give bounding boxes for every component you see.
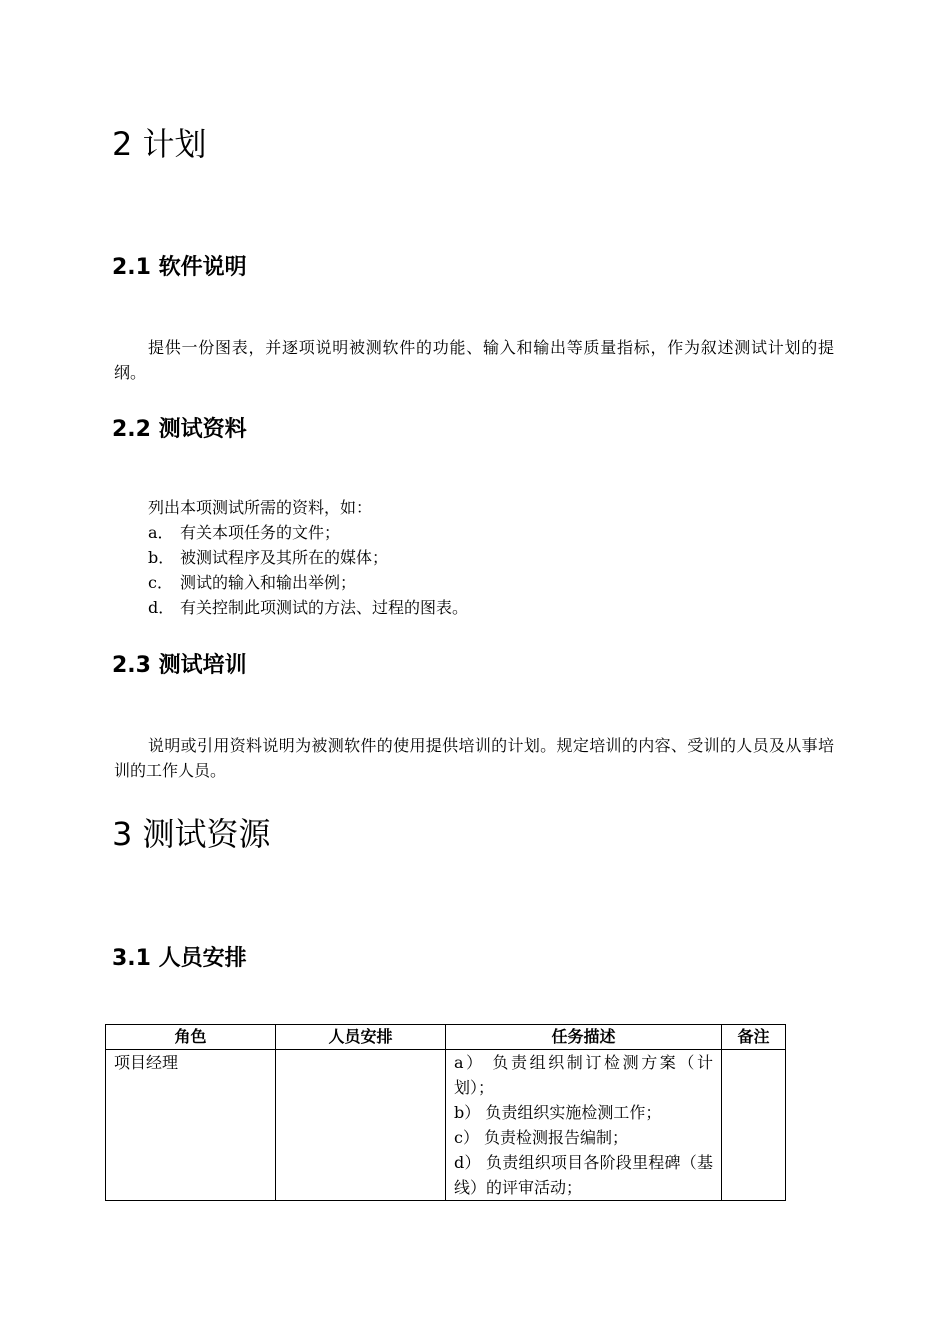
list-item xyxy=(148,520,468,545)
section-2-heading: 2 计划 xyxy=(112,125,207,163)
header-staff: 人员安排 xyxy=(276,1025,446,1050)
list-text: 被测试程序及其所在的媒体； xyxy=(180,548,389,567)
list-item xyxy=(148,595,468,620)
list-marker: c． xyxy=(148,573,173,592)
list-item xyxy=(148,545,468,570)
section-2-1-heading: 2.1 软件说明 xyxy=(112,255,247,280)
section-2-2-heading: 2.2 测试资料 xyxy=(112,417,247,442)
section-3-heading: 3 测试资源 xyxy=(112,815,271,853)
materials-list xyxy=(148,520,468,620)
list-text: 测试的输入和输出举例； xyxy=(180,573,357,592)
list-item xyxy=(148,570,468,595)
task-item: b） 负责组织实施检测工作； xyxy=(454,1103,662,1122)
list-marker: a． xyxy=(148,523,174,542)
cell-staff xyxy=(276,1050,446,1201)
task-item: d） 负责组织项目各阶段里程碑（基线）的评审活动； xyxy=(454,1153,713,1197)
header-role: 角色 xyxy=(106,1025,276,1050)
list-marker: b． xyxy=(148,548,175,567)
table-row xyxy=(106,1050,786,1201)
table-header-row xyxy=(106,1025,786,1050)
staff-table xyxy=(105,1024,786,1201)
section-3-1-heading: 3.1 人员安排 xyxy=(112,946,247,971)
task-item: c） 负责检测报告编制； xyxy=(454,1128,629,1147)
cell-role: 项目经理 xyxy=(106,1050,276,1201)
header-tasks: 任务描述 xyxy=(446,1025,722,1050)
cell-note xyxy=(722,1050,786,1201)
cell-tasks xyxy=(446,1050,722,1201)
list-marker: d． xyxy=(148,598,175,617)
task-item: a） 负责组织制订检测方案（计划）； xyxy=(454,1053,713,1097)
section-2-3-heading: 2.3 测试培训 xyxy=(112,653,247,678)
list-text: 有关本项任务的文件； xyxy=(180,523,341,542)
section-2-1-body: 提供一份图表，并逐项说明被测软件的功能、输入和输出等质量指标，作为叙述测试计划的提纲。 xyxy=(114,338,834,382)
list-text: 有关控制此项测试的方法、过程的图表。 xyxy=(180,598,469,617)
section-2-2-intro: 列出本项测试所需的资料，如： xyxy=(148,498,373,517)
header-note: 备注 xyxy=(722,1025,786,1050)
section-2-3-body: 说明或引用资料说明为被测软件的使用提供培训的计划。规定培训的内容、受训的人员及从事培训的工作人员。 xyxy=(114,736,834,780)
